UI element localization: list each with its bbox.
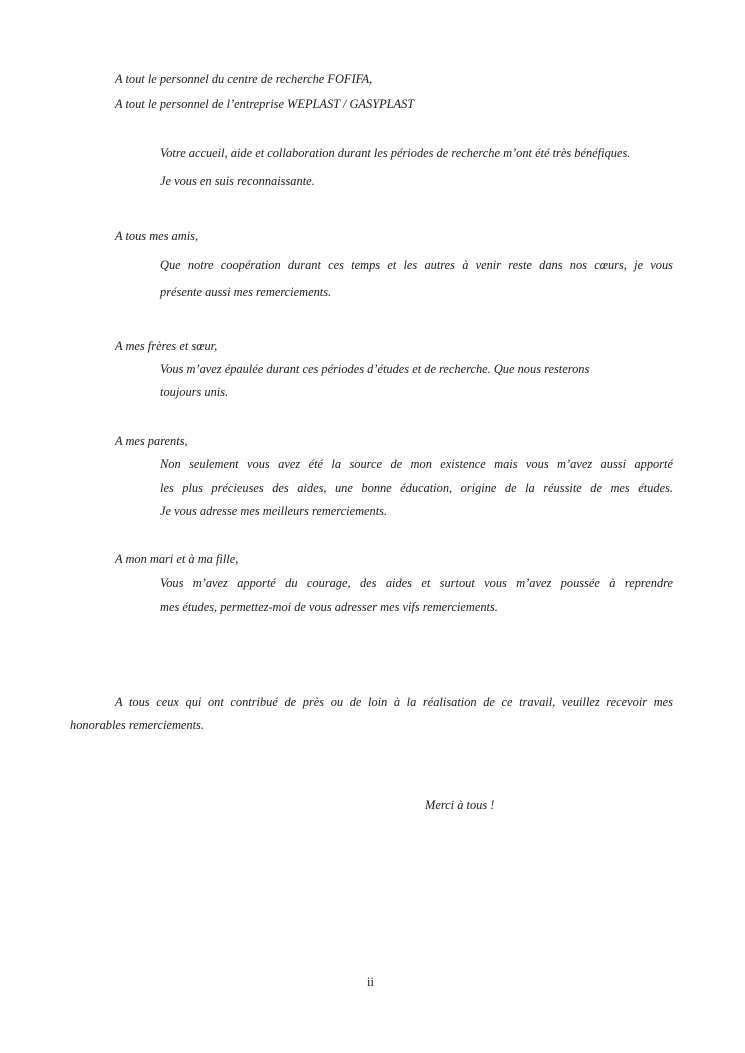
signoff: Merci à tous !: [425, 798, 495, 812]
paragraph-line: toujours unis.: [160, 385, 229, 399]
paragraph-line: Vous m’avez apporté du courage, des aides et surtout vous m’avez poussée à reprendre: [160, 576, 673, 590]
section-heading-friends: A tous mes amis,: [115, 229, 199, 243]
closing-line: A tous ceux qui ont contribué de près ou de loin à la réalisation de ce travail, veuillez recevoir mes: [115, 695, 673, 709]
thanks-line: Je vous en suis reconnaissante.: [160, 174, 315, 188]
page-number: ii: [367, 975, 374, 989]
closing-line: honorables remerciements.: [70, 718, 204, 732]
paragraph-line: présente aussi mes remerciements.: [160, 285, 332, 299]
thanks-line: Votre accueil, aide et collaboration durant les périodes de recherche m’ont été très bénéfiques.: [160, 146, 631, 160]
paragraph-line: Que notre coopération durant ces temps et les autres à venir reste dans nos cœurs, je vous: [160, 258, 673, 272]
paragraph-line: Je vous adresse mes meilleurs remerciements.: [160, 504, 388, 518]
paragraph-line: Non seulement vous avez été la source de mon existence mais vous m’avez aussi apporté: [160, 457, 673, 471]
paragraph-line: mes études, permettez-moi de vous adresser mes vifs remerciements.: [160, 600, 498, 614]
section-heading-family: A mon mari et à ma fille,: [115, 552, 239, 566]
dedication-weplast: A tout le personnel de l’entreprise WEPLAST / GASYPLAST: [115, 97, 415, 111]
dedication-fofifa: A tout le personnel du centre de recherche FOFIFA,: [115, 72, 373, 86]
section-heading-siblings: A mes frères et sœur,: [115, 339, 218, 353]
paragraph-line: les plus précieuses des aides, une bonne éducation, origine de la réussite de mes études.: [160, 481, 673, 495]
section-heading-parents: A mes parents,: [115, 434, 188, 448]
paragraph-line: Vous m’avez épaulée durant ces périodes d’études et de recherche. Que nous resterons: [160, 362, 590, 376]
